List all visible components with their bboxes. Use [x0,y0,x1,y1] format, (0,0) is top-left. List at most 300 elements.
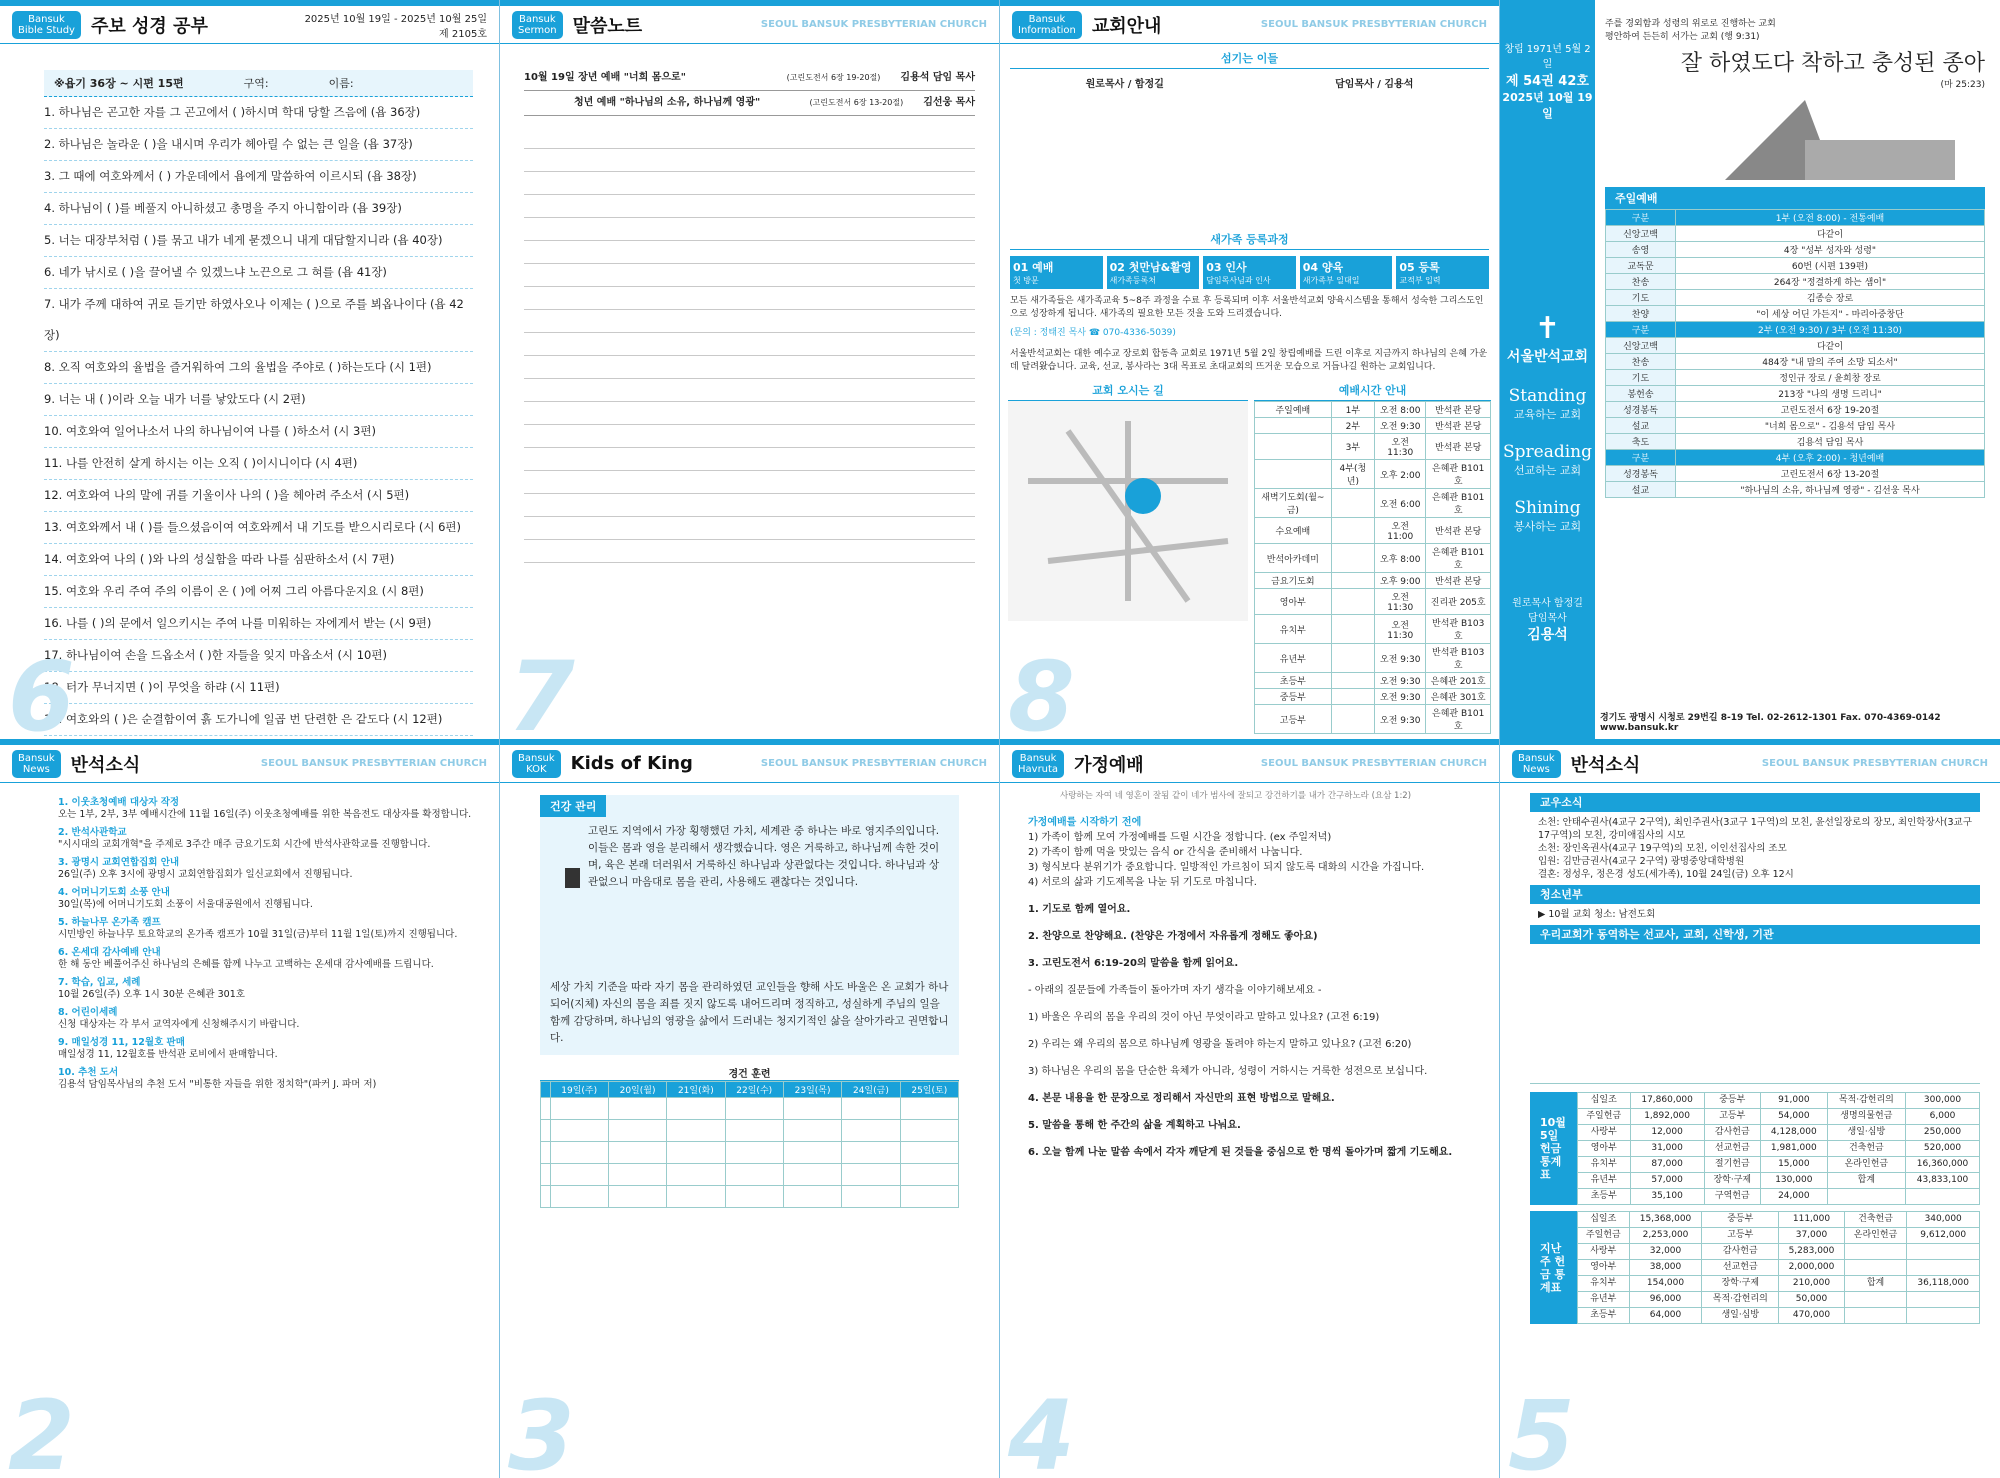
table-cell: 사랑부 [1577,1244,1629,1260]
table-cell: 오전 8:00 [1375,402,1426,418]
table-cell: 오후 2:00 [1375,460,1426,489]
table-cell: 오전 6:00 [1375,489,1426,518]
step-sub: 첫 방문 [1013,276,1039,285]
service-row [1255,460,1491,489]
step-sub: 교적부 입력 [1399,276,1441,285]
health-body: 고린도 지역에서 가장 횡행했던 가치, 세계관 중 하나는 바로 영지주의입니다. 이들은 몸과 영을 분리해서 생각했습니다. 영은 거룩하고, 하나님께 속한 것이며, 육은 본래 더러워서 거룩하신 하나님과 상관없다는 것입니다. 하나님과 상관없으니 마음대로 몸을 관리, 사용해도 괜찮다는 것입니다. [587,825,940,888]
worship-row [1606,370,1985,386]
prep-step: 4) 서로의 삶과 기도제목을 나눈 뒤 기도로 마칩니다. [1028,877,1257,888]
worship-steps [1028,902,1479,1160]
table-cell: 온라인헌금 [1844,1228,1907,1244]
section-tag: Bansuk News [1512,750,1561,778]
page-number: 2 [8,1380,75,1478]
table-cell: 합계 [1827,1173,1905,1189]
news-body: "시시대의 교회개혁"을 주제로 3주간 매주 금요기도회 시간에 반석사관학교를 진행합니다. [58,839,431,850]
worship-row [1606,338,1985,354]
table-cell [1331,689,1374,705]
service-row [1255,489,1491,518]
step-label: 05 등록 [1399,261,1440,274]
worship-row [1606,402,1985,418]
table-cell: 반석관 본당 [1426,518,1491,544]
page-kids [500,739,1000,1478]
news-heading: 8. 어린이세례 [58,1007,118,1018]
page-title: 가정예배 [1074,754,1144,776]
note-line [524,471,975,494]
step-label: 03 인사 [1206,261,1247,274]
table-cell: 유치부 [1577,1276,1629,1292]
news-list [0,783,499,1091]
table-cell: 4부(청년) [1331,460,1374,489]
worship-step: 5. 말씀을 통해 한 주간의 삶을 계획하고 나눠요. [1028,1120,1241,1131]
row-value: 김용석 담임 목사 [1676,434,1985,450]
table-cell: 십일조 [1577,1212,1629,1228]
page-title: 반석소식 [70,754,141,776]
table-cell: 오후 9:00 [1375,573,1426,589]
table-cell: 1,981,000 [1760,1141,1827,1157]
table-cell [1331,573,1374,589]
training-row [541,1098,959,1120]
page-bible-study [0,0,500,739]
group-label: 구역: [243,77,269,90]
page-info [1000,0,1500,739]
section-tag: Bansuk Sermon [512,11,563,39]
table-cell: 구역헌금 [1704,1189,1760,1205]
offering-row [1577,1260,1979,1276]
note-lines [524,126,975,563]
motto-2: Spreading [1502,442,1592,462]
table-cell [1331,544,1374,573]
section-tag: Bansuk Information [1012,11,1082,39]
table-cell: 오전 9:30 [1375,689,1426,705]
senior-pastor: 담임목사 / 김용석 [1335,79,1414,90]
note-line [524,149,975,172]
offering-row [1577,1141,1979,1157]
row-label: 구분 [1606,210,1676,226]
newcomer-contact: (문의 : 정태진 목사 ☎ 070-4336-5039) [1010,328,1176,338]
table-cell: 1,892,000 [1630,1109,1704,1125]
news-body: 10월 26일(주) 오후 1시 30분 은혜관 301호 [58,989,245,1000]
table-cell: 고등부 [1704,1109,1760,1125]
motto-1: Standing [1508,386,1587,406]
row-value: 4장 "성부 성자와 성령" [1676,242,1985,258]
table-cell: 생명의물헌금 [1827,1109,1905,1125]
table-cell: 154,000 [1629,1276,1702,1292]
health-body-2: 세상 가치 기준을 따라 자기 몸을 관리하였던 교인들을 향해 사도 바울은 온 교회가 하나되어(지체) 자신의 몸을 죄를 짓지 않도록 내어드리며 정직하고, 성실하게 주님의 일을 함께 감당하며, 하나님의 영광을 삶에서 드러내는 청지기적인 삶을 살아가라고 권면합니다. [550,981,949,1044]
offering-row [1577,1125,1979,1141]
table-cell: 87,000 [1630,1157,1704,1173]
quiz-item: 10. 여호와여 일어나소서 나의 하나님이여 나를 ( )하소서 (시 3편) [44,416,473,448]
note-line [524,264,975,287]
row-value: 213장 "나의 생명 드리니" [1676,386,1985,402]
worship-row [1606,450,1985,466]
note-line [524,333,975,356]
sermon-row-2 [524,91,975,116]
prep-steps [1028,830,1479,890]
day-cell: 20일(월) [608,1082,666,1098]
table-cell: 오전 11:00 [1375,518,1426,544]
member-news-item: 결혼: 정성우, 정은경 성도(세가족), 10월 24일(금) 오후 12시 [1538,869,1794,880]
table-cell: 210,000 [1779,1276,1845,1292]
table-cell: 주일예배 [1255,402,1332,418]
newcomer-step [1396,256,1489,289]
table-cell [1255,434,1332,460]
training-row [541,1120,959,1142]
note-line [524,425,975,448]
page-number: 7 [508,641,575,739]
row-value: 2부 (오전 9:30) / 3부 (오전 11:30) [1676,322,1985,338]
step-sub: 새가족등록처 [1109,276,1156,285]
news-body: 30일(목)에 어머니기도회 소풍이 서울대공원에서 진행됩니다. [58,899,313,910]
prep-step: 2) 가족이 함께 먹을 맛있는 음식 or 간식을 준비해서 나눕니다. [1028,847,1303,858]
row-label: 기도 [1606,290,1676,306]
table-cell: 32,000 [1629,1244,1702,1260]
quiz-item: 17. 하나님이여 손을 드옵소서 ( )한 자들을 잊지 마옵소서 (시 10편) [44,640,473,672]
day-header [541,1082,959,1098]
page-number: 4 [1008,1380,1075,1478]
table-cell: 반석아카데미 [1255,544,1332,573]
row-value: 60번 (시편 139편) [1676,258,1985,274]
worship-row [1606,242,1985,258]
newcomer-step [1203,256,1296,289]
service-row [1255,673,1491,689]
table-cell: 중등부 [1255,689,1332,705]
table-cell: 주일헌금 [1577,1228,1629,1244]
offering-row [1577,1173,1979,1189]
service-row [1255,615,1491,644]
news-heading: 6. 온세대 감사예배 안내 [58,947,161,958]
service-title: 예배시간 안내 [1254,382,1491,401]
quiz-header [44,70,473,97]
table-cell: 3부 [1331,434,1374,460]
row-label: 설교 [1606,418,1676,434]
quiz-item: 12. 여호와여 나의 말에 귀를 기울이사 나의 ( )을 헤아려 주소서 (시 5편) [44,480,473,512]
brand: SEOUL BANSUK PRESBYTERIAN CHURCH [760,19,987,30]
worship-step: 1) 바울은 우리의 몸을 우리의 것이 아닌 무엇이라고 말하고 있나요? (고전 6:19) [1028,1012,1380,1023]
worship-row [1606,322,1985,338]
quiz-item: 1. 하나님은 곤고한 자를 그 곤고에서 ( )하시며 학대 당할 즈음에 (욥 36장) [44,97,473,129]
news-heading: 4. 어머니기도회 소풍 안내 [58,887,170,898]
note-line [524,402,975,425]
member-news-item: 입원: 김만금권사(4교구 2구역) 광명중앙대학병원 [1538,856,1745,867]
table-cell: 35,100 [1630,1189,1704,1205]
table-cell: 은혜관 301호 [1426,689,1491,705]
table-cell: 중등부 [1704,1093,1760,1109]
cover-sidebar [1500,0,1595,739]
page-title: 말씀노트 [572,15,643,37]
newcomer-step [1107,256,1200,289]
worship-row [1606,258,1985,274]
worship-row [1606,418,1985,434]
table-cell: 96,000 [1629,1292,1702,1308]
worship-step: 2) 우리는 왜 우리의 몸으로 하나님께 영광을 돌려야 하는지 말하고 있나요? (고전 6:20) [1028,1039,1412,1050]
table-cell: 36,118,000 [1907,1276,1980,1292]
cover-verse: 평안하여 든든히 서가는 교회 (행 9:31) [1605,32,1760,42]
service-row [1255,573,1491,589]
quiz-item: 13. 여호와께서 내 ( )를 들으셨음이여 여호와께서 내 기도를 받으시리로다 (시 6편) [44,512,473,544]
table-cell: 장학·구제 [1704,1173,1760,1189]
table-cell [1907,1244,1980,1260]
table-cell: 반석관 본당 [1426,402,1491,418]
table-cell: 영아부 [1255,589,1332,615]
table-cell: 오후 8:00 [1375,544,1426,573]
worship-row [1606,434,1985,450]
emeritus-pastor: 원로목사 / 함정길 [1085,79,1164,90]
table-cell [1331,589,1374,615]
row-label: 송영 [1606,242,1676,258]
offering-table-2 [1577,1211,1980,1324]
table-cell: 유년부 [1577,1173,1630,1189]
table-cell: 금요기도회 [1255,573,1332,589]
volume: 제 54권 42호 [1506,74,1589,89]
offering-row [1577,1189,1979,1205]
step-label: 04 양육 [1302,261,1344,274]
row-label: 찬송 [1606,354,1676,370]
table-cell: 초등부 [1577,1189,1630,1205]
quiz-item: 2. 하나님은 놀라운 ( )을 내시며 우리가 헤아릴 수 없는 큰 일을 (욥 37장) [44,129,473,161]
table-cell [1331,673,1374,689]
note-line [524,379,975,402]
table-cell: 64,000 [1629,1308,1702,1324]
table-cell: 37,000 [1779,1228,1845,1244]
table-cell: 선교헌금 [1704,1141,1760,1157]
partners-title: 우리교회가 동역하는 선교사, 교회, 신학생, 기관 [1530,925,1980,944]
worship-step: 6. 오늘 함께 나눈 말씀 속에서 각자 깨닫게 된 것들을 중심으로 한 명씩 돌아가며 짧게 기도해요. [1028,1147,1453,1158]
table-cell: 반석관 B103호 [1426,615,1491,644]
youth-title: 청소년부 [1530,885,1980,904]
row-label: 설교 [1606,482,1676,498]
table-cell: 340,000 [1907,1212,1980,1228]
table-cell [1331,705,1374,734]
day-cell: 22일(수) [725,1082,783,1098]
motto-1-kr: 교육하는 교회 [1513,408,1582,421]
row-label: 봉헌송 [1606,386,1676,402]
service-row [1255,705,1491,734]
note-line [524,126,975,149]
church-intro: 서울반석교회는 대한 예수교 장로회 합동측 교회로 1971년 5월 2일 창립예배를 드린 이후로 지금까지 하나님의 은혜 가운데 달려왔습니다. 교육, 선교, 봉사라는 3대 목표로 초대교회의 뜨거운 모습으로 거듭나길 원하는 교회입니다. [1010,349,1488,372]
worship-row [1606,466,1985,482]
prep-step: 1) 가족이 함께 모여 가정예배를 드릴 시간을 정합니다. (ex 주일저녁) [1028,832,1332,843]
page-number: 6 [8,641,75,739]
offering-table-1 [1577,1092,1980,1205]
table-cell: 초등부 [1255,673,1332,689]
table-cell: 9,612,000 [1907,1228,1980,1244]
table-cell: 250,000 [1906,1125,1980,1141]
offering-row [1577,1276,1979,1292]
table-cell: 91,000 [1760,1093,1827,1109]
table-cell: 십일조 [1577,1093,1630,1109]
row-value: "너희 몸으로" - 김용석 담임 목사 [1676,418,1985,434]
table-cell: 17,860,000 [1630,1093,1704,1109]
training-table [540,1081,959,1208]
table-cell: 2,000,000 [1779,1260,1845,1276]
table-cell: 470,000 [1779,1308,1845,1324]
table-cell: 감사헌금 [1704,1125,1760,1141]
service-row [1255,518,1491,544]
table-cell: 15,368,000 [1629,1212,1702,1228]
table-cell [1844,1244,1907,1260]
table-cell: 반석관 본당 [1426,434,1491,460]
table-cell: 영아부 [1577,1260,1629,1276]
youth-news: ▶ 10월 교회 청소: 남전도회 [1538,909,1656,920]
table-cell: 오전 9:30 [1375,705,1426,734]
offering-title-1: 10월 5일 헌금 통계표 [1530,1092,1577,1205]
page-number: 3 [508,1380,575,1478]
quiz-item: 19. 여호와의 ( )은 순결함이여 흙 도가니에 일곱 번 단련한 은 같도다 (시 12편) [44,704,473,736]
offering-row [1577,1093,1979,1109]
note-line [524,356,975,379]
cover-motto: 주를 경외함과 성령의 위로로 진행하는 교회 [1605,19,1776,29]
row-value: 4부 (오후 2:00) - 청년예배 [1676,450,1985,466]
table-cell: 오전 11:30 [1375,615,1426,644]
quiz-item: 5. 너는 대장부처럼 ( )를 묶고 내가 네게 묻겠으니 내게 대답할지니라 (욥 40장) [44,225,473,257]
issue-number: 제 2105호 [439,28,487,40]
step-label: 02 첫만남&활영 [1109,261,1192,274]
headline-ref: (마 25:23) [1940,80,1985,90]
page-title: Kids of King [570,753,693,774]
quiz-range: ※욥기 36장 ~ 시편 15편 [54,77,184,90]
table-cell [1907,1292,1980,1308]
table-cell: 고등부 [1702,1228,1779,1244]
table-cell: 합계 [1844,1276,1907,1292]
newcomer-text: 모든 새가족들은 새가족교육 5~8주 과정을 수료 후 등록되며 이후 서울반석교회 양육시스템을 통해서 성숙한 그리스도인으로 성장하게 됩니다. 새가족의 필요한 모든 것을 도와 드리겠습니다. [1010,296,1484,319]
page-sermon [500,0,1000,739]
table-cell: 유치부 [1577,1157,1630,1173]
service-row [1255,689,1491,705]
row-value: 고린도전서 6장 19-20절 [1676,402,1985,418]
day-cell: 24일(금) [842,1082,900,1098]
worship-row [1606,354,1985,370]
newcomer-step [1010,256,1103,289]
table-cell: 은혜관 201호 [1426,673,1491,689]
news-body: 김용석 담임목사님의 추천 도서 "비통한 자들을 위한 정치학"(파커 J. 파머 저) [58,1079,377,1090]
table-cell: 유치부 [1255,615,1332,644]
page-title: 주보 성경 공부 [90,15,208,37]
page-family-worship [1000,739,1500,1478]
worship-order-table [1605,209,1985,498]
table-cell: 130,000 [1760,1173,1827,1189]
worship-title: 주일예배 [1605,187,1985,209]
sermon-title: 10월 19일 장년 예배 "너희 몸으로" [524,72,686,83]
training-row [541,1164,959,1186]
quiz-item: 4. 하나님이 ( )를 베풀지 아니하셨고 총명을 주지 아니함이라 (욥 39장) [44,193,473,225]
table-cell: 장학·구제 [1702,1276,1779,1292]
worship-row [1606,386,1985,402]
newcomer-steps [1010,256,1489,289]
table-cell: 24,000 [1760,1189,1827,1205]
church-address: 경기도 광명시 시청로 29번길 8-19 Tel. 02-2612-1301 Fax. 070-4369-0142 www.bansuk.kr [1600,713,1941,733]
news-heading: 10. 추천 도서 [58,1067,119,1078]
table-cell: 12,000 [1630,1125,1704,1141]
table-cell: 수요예배 [1255,518,1332,544]
brand: SEOUL BANSUK PRESBYTERIAN CHURCH [1761,758,1988,769]
row-value: 1부 (오전 8:00) - 전통예배 [1676,210,1985,226]
worship-row [1606,482,1985,498]
row-label: 성경봉독 [1606,402,1676,418]
table-cell: 31,000 [1630,1141,1704,1157]
note-line [524,517,975,540]
church-name: 서울반석교회 [1506,349,1589,365]
table-cell [1331,489,1374,518]
page-title: 교회안내 [1091,15,1162,37]
page-number: 5 [1508,1380,1575,1478]
brand: SEOUL BANSUK PRESBYTERIAN CHURCH [1260,19,1487,30]
section-tag: Bansuk Havruta [1012,750,1064,778]
table-cell: 건축헌금 [1844,1212,1907,1228]
service-row [1255,589,1491,615]
quiz-item: 9. 너는 내 ( )이라 오늘 내가 너를 낳았도다 (시 2편) [44,384,473,416]
map-graphic [1008,401,1248,621]
news-heading: 1. 이웃초청예배 대상자 작정 [58,797,180,808]
table-cell [1255,460,1332,489]
worship-step: - 아래의 질문들에 가족들이 돌아가며 자기 생각을 이야기해보세요 - [1028,985,1322,996]
senior-name: 김용석 [1527,627,1568,643]
table-cell: 새벽기도회(월~금) [1255,489,1332,518]
date-range: 2025년 10월 19일 - 2025년 10월 25일 [304,13,487,25]
table-cell [1907,1308,1980,1324]
map-title: 교회 오시는 길 [1008,382,1248,401]
sermon-title: 청년 예배 "하나님의 소유, 하나님께 영광" [574,97,761,108]
service-table [1254,401,1491,734]
note-line [524,195,975,218]
health-title: 건강 관리 [540,795,606,817]
table-cell: 54,000 [1760,1109,1827,1125]
table-cell: 초등부 [1577,1308,1629,1324]
note-line [524,448,975,471]
table-cell: 고등부 [1255,705,1332,734]
news-body: 26일(주) 오후 3시에 광명시 교회연합집회가 일신교회에서 진행됩니다. [58,869,353,880]
quiz-item: 18. 터가 무너지면 ( )이 무엇을 하랴 (시 11편) [44,672,473,704]
offering-row [1577,1292,1979,1308]
quiz-item: 11. 나를 안전히 살게 하시는 이는 오직 ( )이시니이다 (시 4편) [44,448,473,480]
page-news [0,739,500,1478]
table-cell: 520,000 [1906,1141,1980,1157]
worship-step: 3) 하나님은 우리의 몸을 단순한 육체가 아니라, 성령이 거하시는 거룩한 성전으로 보십니다. [1028,1066,1428,1077]
table-cell: 50,000 [1779,1292,1845,1308]
table-cell: 선교헌금 [1702,1260,1779,1276]
table-cell [1844,1292,1907,1308]
row-value: "이 세상 어딘 가든지" - 마리아중창단 [1676,306,1985,322]
worship-row [1606,226,1985,242]
sermon-ref: (고린도전서 6장 19-20절) [786,73,881,82]
table-cell: 생일·심방 [1827,1125,1905,1141]
training-row [541,1142,959,1164]
row-value: 484장 "내 맘의 주여 소망 되소서" [1676,354,1985,370]
row-label: 구분 [1606,322,1676,338]
table-cell: 4,128,000 [1760,1125,1827,1141]
member-news-item: 소천: 안태수권사(4교구 2구역), 최인주권사(3교구 1구역)의 모친, 윤선일장로의 장모, 최인학장사(3교구 17구역)의 모친, 강미애집사의 시모 [1538,817,1972,841]
news-body: 매일성경 11, 12월호를 반석관 로비에서 판매합니다. [58,1049,278,1060]
day-cell: 23일(목) [783,1082,841,1098]
table-cell: 반석관 본당 [1426,418,1491,434]
preacher: 김용석 담임 목사 [900,72,975,83]
motto-2-kr: 선교하는 교회 [1513,464,1582,477]
cross-illustration [550,823,580,973]
table-cell: 5,283,000 [1779,1244,1845,1260]
offering-row [1577,1212,1979,1228]
members-news [1530,812,1980,885]
offering-row [1577,1308,1979,1324]
training-row [541,1186,959,1208]
quiz-item: 3. 그 때에 여호와께서 ( ) 가운데에서 욥에게 말씀하여 이르시되 (욥 38장) [44,161,473,193]
table-cell: 영아부 [1577,1141,1630,1157]
news-body: 시민방인 하늘나무 토요학교의 온가족 캠프가 10월 31일(금)부터 11월 1일(토)까지 진행됩니다. [58,929,458,940]
day-cell: 21일(화) [667,1082,725,1098]
table-cell: 주일헌금 [1577,1109,1630,1125]
senior-label: 담임목사 [1528,613,1567,624]
newcomer-step [1300,256,1393,289]
service-row [1255,644,1491,673]
row-label: 기도 [1606,370,1676,386]
